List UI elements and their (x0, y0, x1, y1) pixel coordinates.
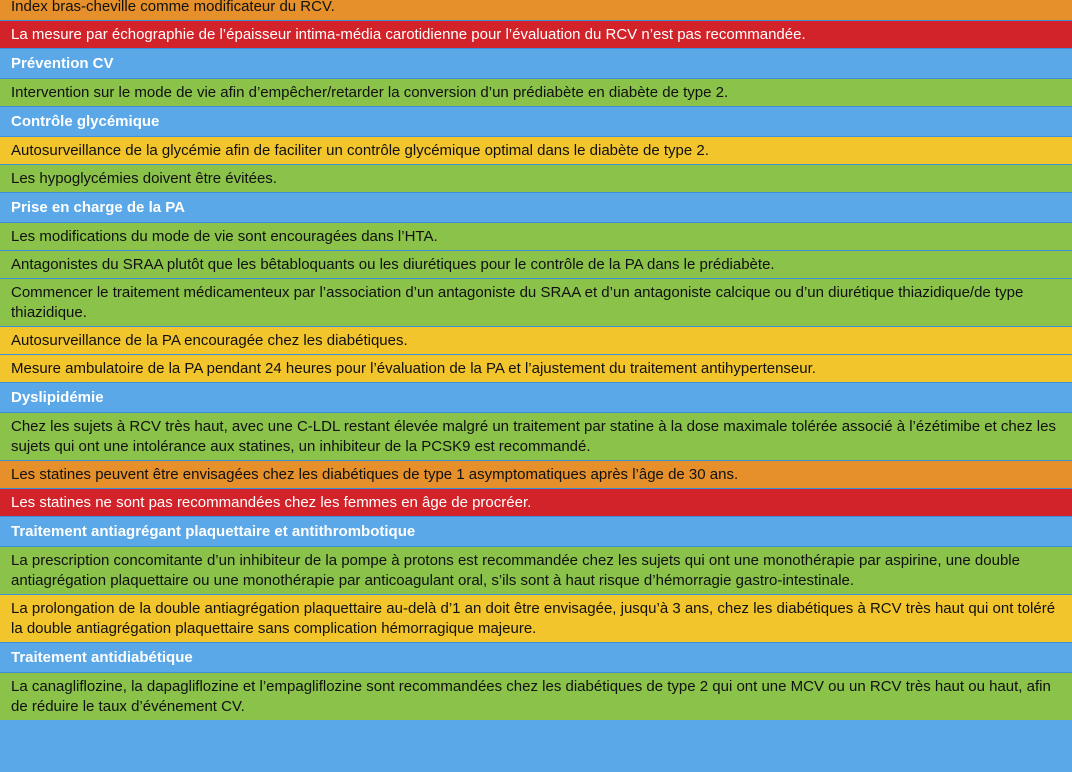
recommendation-row: Les statines peuvent être envisagées chez les diabétiques de type 1 asymptomatiques après l’âge de 30 ans. (0, 460, 1072, 488)
recommendation-row: La prescription concomitante d’un inhibiteur de la pompe à protons est recommandée chez les sujets qui ont une monothérapie par aspirine, une double antiagrégation plaquettaire ou une monothérapie par anticoagulant oral, s’ils sont à haut risque d’hémorragie gastro-intestinale. (0, 546, 1072, 594)
section-header: Traitement antidiabétique (0, 642, 1072, 672)
recommendation-row: Chez les sujets à RCV très haut, avec une C-LDL restant élevée malgré un traitement par statine à la dose maximale tolérée associé à l’ézétimibe et chez les sujets qui ont une intolérance aux statines, un inhibiteur de la PCSK9 est recommandé. (0, 412, 1072, 460)
section-header: Contrôle glycémique (0, 106, 1072, 136)
section-header: Prise en charge de la PA (0, 192, 1072, 222)
recommendation-row: Commencer le traitement médicamenteux par l’association d’un antagoniste du SRAA et d’un antagoniste calcique ou d’un diurétique thiazidique/de type thiazidique. (0, 278, 1072, 326)
recommendation-row: Antagonistes du SRAA plutôt que les bêtabloquants ou les diurétiques pour le contrôle de la PA dans le prédiabète. (0, 250, 1072, 278)
recommendation-row: La mesure par échographie de l’épaisseur intima-média carotidienne pour l’évaluation du RCV n’est pas recommandée. (0, 20, 1072, 48)
section-header: Prévention CV (0, 48, 1072, 78)
recommendation-row: Mesure ambulatoire de la PA pendant 24 heures pour l’évaluation de la PA et l’ajustement du traitement antihypertenseur. (0, 354, 1072, 382)
recommendation-row: Intervention sur le mode de vie afin d’empêcher/retarder la conversion d’un prédiabète en diabète de type 2. (0, 78, 1072, 106)
recommendation-row: Autosurveillance de la PA encouragée chez les diabétiques. (0, 326, 1072, 354)
recommendation-row: Les statines ne sont pas recommandées chez les femmes en âge de procréer. (0, 488, 1072, 516)
recommendation-row: La canagliflozine, la dapagliflozine et l’empagliflozine sont recommandées chez les diabétiques de type 2 qui ont une MCV ou un RCV très haut ou haut, afin de réduire le taux d’événement CV. (0, 672, 1072, 720)
recommendation-row: La prolongation de la double antiagrégation plaquettaire au-delà d’1 an doit être envisagée, jusqu’à 3 ans, chez les diabétiques à RCV très haut qui ont toléré la double antiagrégation plaquettaire sans complication hémorragique majeure. (0, 594, 1072, 642)
section-header: Dyslipidémie (0, 382, 1072, 412)
recommendation-row: Les hypoglycémies doivent être évitées. (0, 164, 1072, 192)
recommendation-row: Index bras-cheville comme modificateur du RCV. (0, 0, 1072, 20)
section-header: Traitement antiagrégant plaquettaire et antithrombotique (0, 516, 1072, 546)
recommendation-row: Les modifications du mode de vie sont encouragées dans l’HTA. (0, 222, 1072, 250)
recommendation-row: Autosurveillance de la glycémie afin de faciliter un contrôle glycémique optimal dans le diabète de type 2. (0, 136, 1072, 164)
